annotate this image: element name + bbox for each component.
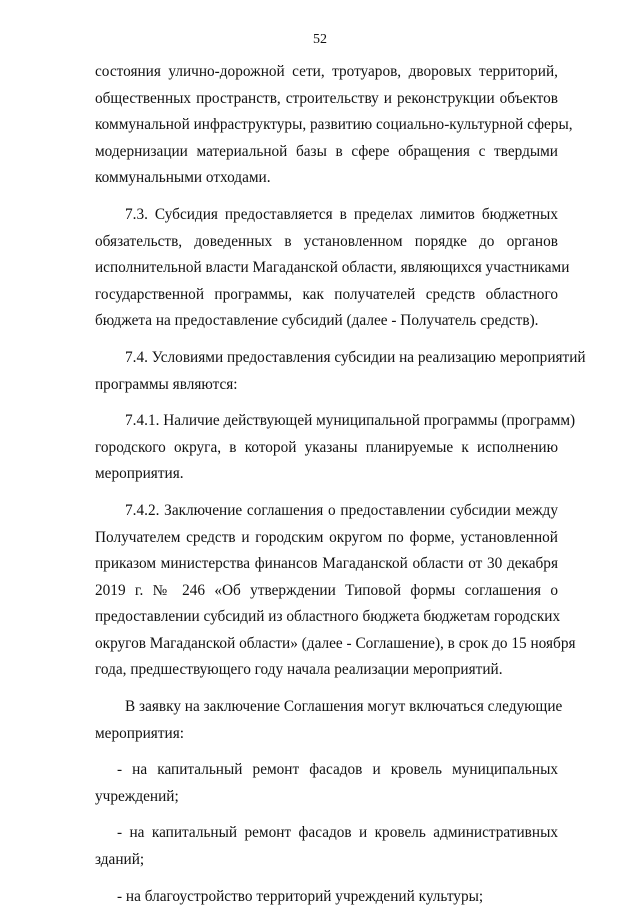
text-line: государственной программы, как получателей средств областного — [95, 285, 558, 303]
text-line: мероприятия. — [95, 465, 184, 483]
text-line: В заявку на заключение Соглашения могут включаться следующие — [125, 698, 563, 716]
text-line: - на благоустройство территорий учреждений культуры; — [117, 887, 484, 905]
paragraph-1 — [95, 59, 573, 192]
paragraph-7-3 — [95, 202, 570, 335]
text-line: учреждений; — [95, 787, 179, 805]
list-item-culture — [95, 884, 558, 910]
text-line: модернизации материальной базы в сфере обращения с твердыми — [95, 142, 558, 160]
text-line: зданий; — [95, 851, 145, 869]
paragraph-7-4-1 — [95, 408, 576, 488]
text-line: округов Магаданской области» (далее - Соглашение), в срок до 15 ноября — [95, 634, 576, 652]
document-body — [95, 59, 586, 910]
text-line: мероприятия: — [95, 724, 184, 742]
text-line: коммунальными отходами. — [95, 169, 271, 187]
text-line: общественных пространств, строительству и реконструкции объектов — [95, 89, 558, 107]
text-line: обязательств, доведенных в установленном порядке до органов — [95, 232, 558, 250]
paragraph-7-4-2 — [95, 498, 576, 684]
text-line: - на капитальный ремонт фасадов и кровель административных — [117, 824, 558, 842]
text-line: 2019 г. № 246 «Об утверждении Типовой формы соглашения о — [95, 581, 558, 599]
text-line: 7.3. Субсидия предоставляется в пределах лимитов бюджетных — [125, 205, 558, 223]
text-line: состояния улично-дорожной сети, тротуаров, дворовых территорий, — [95, 63, 558, 80]
list-item-administrative — [95, 820, 558, 873]
text-line: Получателем средств и городским округом по форме, установленной — [95, 528, 558, 546]
paragraph-7-4 — [95, 345, 586, 398]
text-line: бюджета на предоставление субсидий (далее - Получатель средств). — [95, 312, 539, 330]
text-line: - на капитальный ремонт фасадов и кровель муниципальных — [117, 761, 558, 779]
text-line: года, предшествующего году начала реализации мероприятий. — [95, 661, 503, 679]
text-line: исполнительной власти Магаданской области, являющихся участниками — [95, 259, 570, 277]
text-line: 7.4.1. Наличие действующей муниципальной программы (программ) — [125, 412, 576, 430]
list-item-municipal — [95, 757, 558, 810]
text-line: 7.4. Условиями предоставления субсидии на реализацию мероприятий — [125, 348, 586, 366]
page-number: 52 — [313, 32, 327, 47]
text-line: программы являются: — [95, 375, 238, 393]
text-line: предоставлении субсидий из областного бюджета бюджетам городских — [95, 608, 561, 626]
text-line: приказом министерства финансов Магаданской области от 30 декабря — [95, 555, 558, 573]
text-line: городского округа, в которой указаны планируемые к исполнению — [95, 438, 558, 456]
paragraph-application — [95, 694, 563, 747]
text-line: коммунальной инфраструктуры, развитию социально-культурной сферы, — [95, 116, 573, 134]
text-line: 7.4.2. Заключение соглашения о предоставлении субсидии между — [125, 501, 558, 519]
